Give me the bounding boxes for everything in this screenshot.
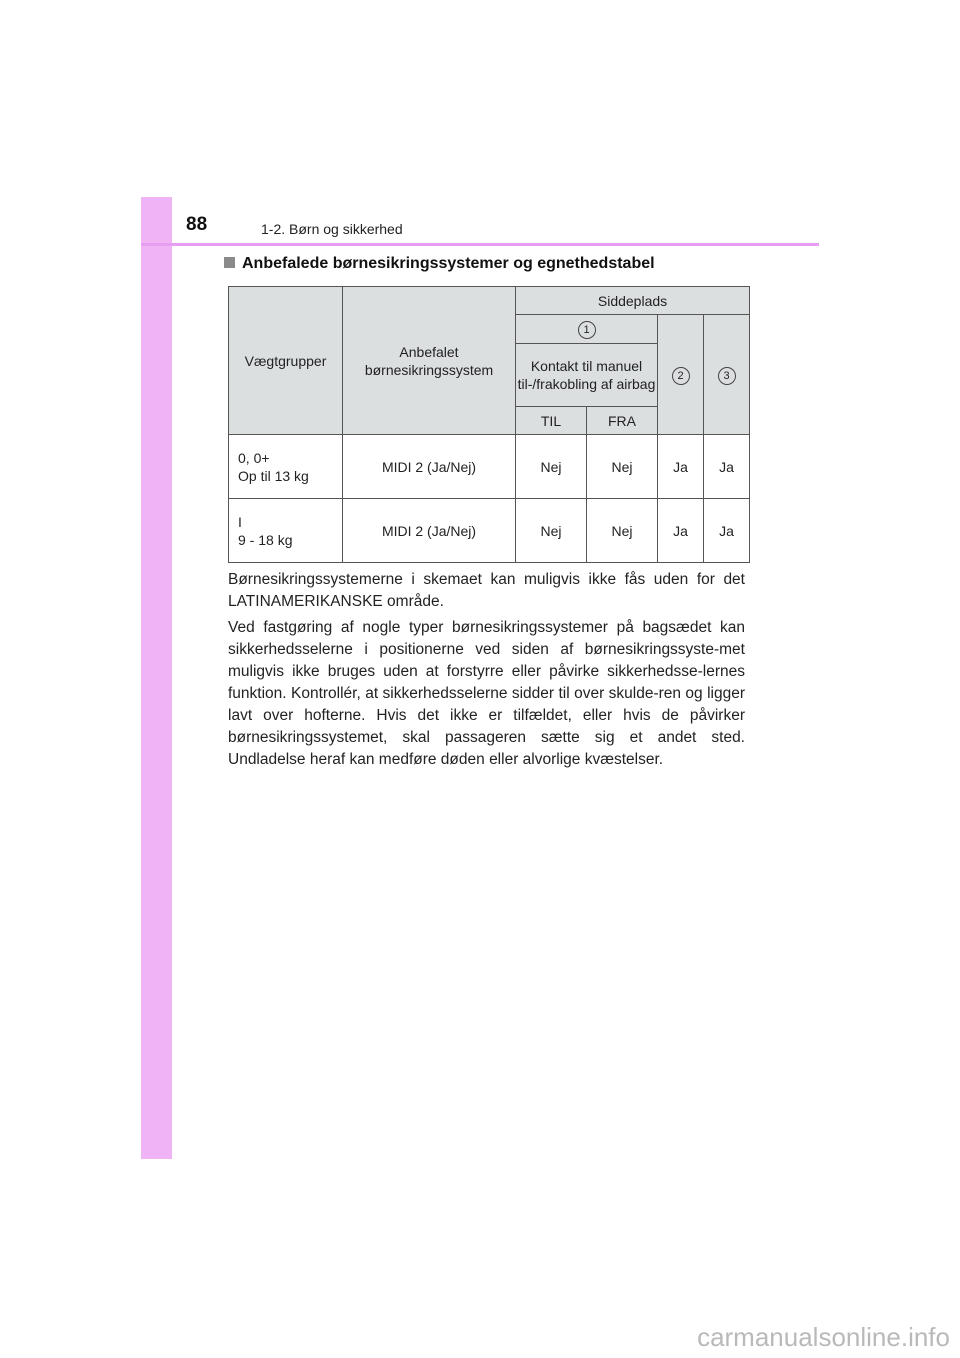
til-cell: Nej [516,435,587,499]
table-row [229,435,750,499]
header-seat-2 [658,315,704,435]
seatbelt-warning-text: Ved fastgøring af nogle typer børnesikringssystemer på bagsædet kan sikkerhedsselerne i positionerne ved siden af børnesikringssyste-met muligvis ikke bruges uden at forstyrre eller påvirke sikkerhedsse-lernes funktion. Kontrollér, at sikkerhedsselerne sidder til over skulde-ren og ligger lavt over hofterne. Hvis det ikke er tilfældet, eller hvis de påvirker børnesikringssystemet, skal passageren sætte sig et andet sted. Undladelse heraf kan medføre døden eller alvorlige kvæstelser. [228,619,745,768]
table-heading-text: Anbefalede børnesikringssystemer og egnethedstabel [242,255,655,272]
seat-3-cell: Ja [704,499,750,563]
header-weight-group: Vægtgrupper [229,287,343,435]
section-title: 1-2. Børn og sikkerhed [261,221,403,237]
square-bullet-icon [224,257,235,268]
fra-cell: Nej [587,435,658,499]
seat-1-number: 1 [578,321,596,339]
header-seat-1 [516,315,658,344]
seat-3-cell: Ja [704,435,750,499]
page-number: 88 [186,214,208,235]
seat-2-cell: Ja [658,499,704,563]
fra-cell: Nej [587,499,658,563]
side-color-strip [141,197,172,1159]
weight-group-cell: I 9 - 18 kg [229,499,343,563]
system-cell: MIDI 2 (Ja/Nej) [343,435,516,499]
seat-2-number: 2 [672,367,690,385]
seat-3-number: 3 [718,367,736,385]
weight-group-cell: 0, 0+ Op til 13 kg [229,435,343,499]
header-seat-position: Siddeplads [516,287,750,315]
header-airbag-switch: Kontakt til manuel til-/frakobling af airbag [516,344,658,407]
availability-note: Børnesikringssystemerne i skemaet kan muligvis ikke fås uden for det LATINAMERIKANSKE område. [228,571,745,610]
watermark: carmanualsonline.info [697,1322,950,1352]
seat-2-cell: Ja [658,435,704,499]
header-rule [141,243,819,246]
header-seat-3 [704,315,750,435]
table-heading [224,255,655,273]
header-recommended-system: Anbefalet børnesikringssystem [343,287,516,435]
header-switch-on: TIL [516,407,587,435]
table-row [229,499,750,563]
system-cell: MIDI 2 (Ja/Nej) [343,499,516,563]
header-switch-off: FRA [587,407,658,435]
til-cell: Nej [516,499,587,563]
suitability-table [228,286,750,563]
